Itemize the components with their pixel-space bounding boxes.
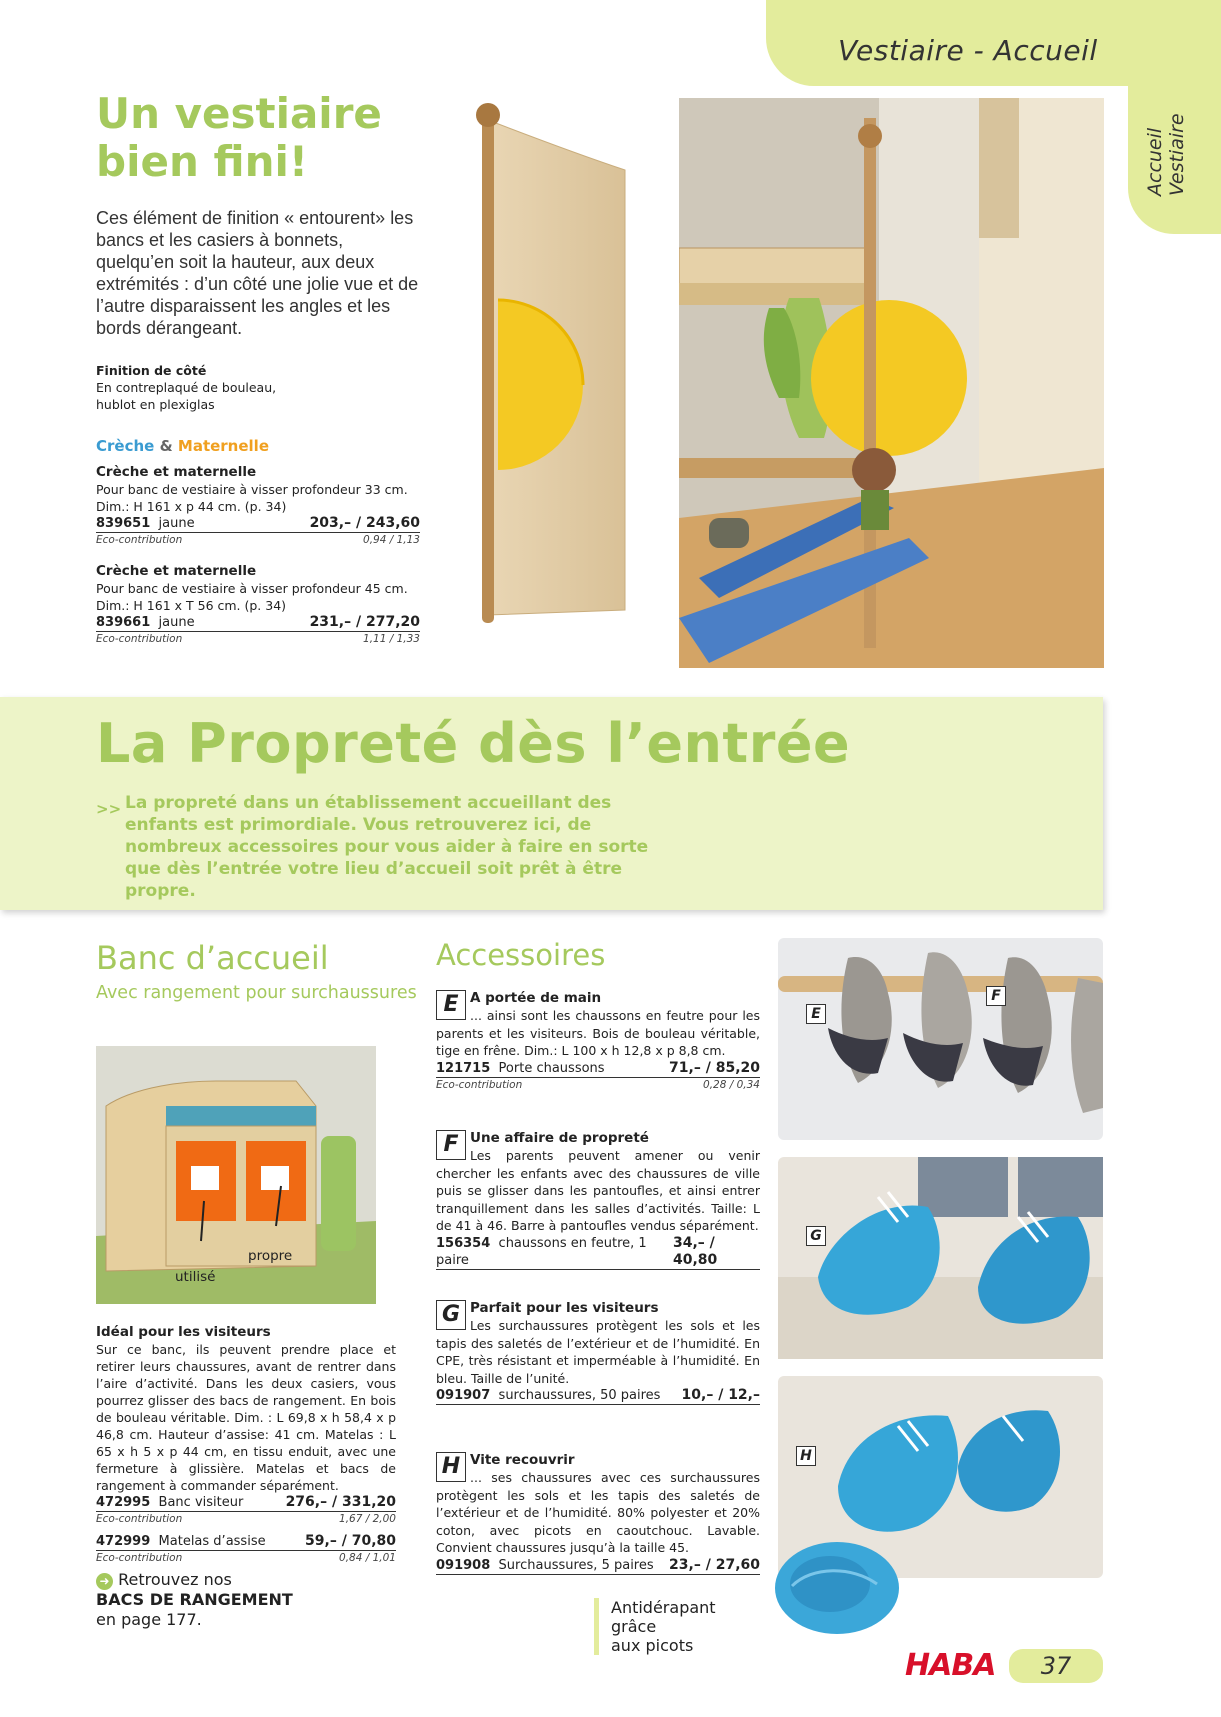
label-clean: propre xyxy=(248,1248,293,1264)
product-839651: Crèche et maternelle Pour banc de vestiaire à visser profondeur 33 cm. Dim.: H 161 x p 44 cm. (p. 34) 839651 jaune 203,– / 243,60 Eco-contribution 0,94 / 1,13 xyxy=(96,464,420,546)
band-title: La Propreté dès l’entrée xyxy=(96,712,851,775)
accessory-h: H Vite recouvrir ... ses chaussures avec ces surchaussures protègent les sols et les tapis des saletés de l’extérieur et de l’humidité. 80% polyester et 20% coton, avec picots en caoutchouc. Lavable. Convient chaussures jusqu’à la taille 45. 091908 Surchaussures, 5 paires 23,– / 27,60 xyxy=(436,1452,760,1573)
band-lead: La propreté dans un établissement accueillant des enfants est primordiale. Vous retrouverez ici, de nombreux accessoires pour vous aider à faire en sorte que dès l’entrée votre lieu d’accueil soit prêt à être propre. xyxy=(125,793,649,901)
eco-row: Eco-contribution 1,11 / 1,33 xyxy=(96,633,420,645)
price-row: 091908 Surchaussures, 5 paires 23,– / 27,60 xyxy=(436,1556,760,1573)
price-row: 121715 Porte chaussons 71,– / 85,20 xyxy=(436,1059,760,1076)
bench-title: Banc d’accueil xyxy=(96,939,329,977)
eco-row: Eco-contribution 1,67 / 2,00 xyxy=(96,1513,396,1525)
top-title: Un vestiaire bien fini! xyxy=(96,89,382,186)
eco-row: Eco-contribution 0,28 / 0,34 xyxy=(436,1078,760,1091)
eco-row: Eco-contribution 0,94 / 1,13 xyxy=(96,534,420,546)
accessory-e: E A portée de main ... ainsi sont les chaussons en feutre pour les parents et les visiteurs. Bois de bouleau véritable, tige en frêne. Dim.: L 100 x h 12,8 x p 8,8 cm. 121715 Porte chaussons 71,– / 85,20 Eco-contribution 0,28 / 0,34 xyxy=(436,990,760,1091)
overshoes-photo-g xyxy=(778,1157,1103,1359)
slipper-rack-photo xyxy=(778,938,1103,1140)
bench-drawing xyxy=(96,1046,376,1304)
bench-subtitle: Avec rangement pour surchaussures xyxy=(96,983,417,1003)
letter-badge: G xyxy=(436,1300,466,1330)
side-tab xyxy=(1128,86,1221,234)
label-used: utilisé xyxy=(175,1269,216,1285)
price-row: 472999 Matelas d’assise 59,– / 70,80 xyxy=(96,1533,396,1549)
side-tab-label-2: Vestiaire xyxy=(1166,113,1188,196)
category-heading: Crèche & Maternelle xyxy=(96,437,269,455)
price-row: 091907 surchaussures, 50 paires 10,– / 12,– xyxy=(436,1387,760,1403)
image-label-e: E xyxy=(806,1004,826,1024)
proprete-band xyxy=(0,697,1103,910)
accessory-g: G Parfait pour les visiteurs Les surchaussures protègent les sols et les tapis des saletés de l’extérieur et de l’humidité. En CPE, très résistant et imperméable à l’humidité. En bleu. Taille de l’unité. 091907 surchaussures, 50 paires 10,– / 12,– xyxy=(436,1300,760,1403)
price-row: 472995 Banc visiteur 276,– / 331,20 xyxy=(96,1494,396,1510)
section-title: Vestiaire - Accueil xyxy=(838,34,1098,67)
page-number: 37 xyxy=(1009,1649,1103,1683)
price-row: 839661 jaune 231,– / 277,20 xyxy=(96,614,420,630)
bench-photo xyxy=(96,1046,376,1304)
accessories-title: Accessoires xyxy=(436,938,606,972)
letter-badge: H xyxy=(436,1452,466,1482)
image-label-g: G xyxy=(806,1226,826,1246)
nonslip-note: Antidérapant grâce aux picots xyxy=(594,1598,764,1655)
arrow-right-icon: ➜ xyxy=(96,1573,113,1590)
letter-badge: E xyxy=(436,990,466,1020)
bench-desc-block: Idéal pour les visiteurs Sur ce banc, ils peuvent prendre place et retirer leurs chaussures, avant de rentrer dans l’aire d’activité. Dans les deux casiers, vous pourrez glisser des bacs de rangement. En bois de bouleau véritable. Dim. : L 69,8 x h 58,4 x p 46,8 cm. Hauteur d’assise: 41 cm. Matelas : L 65 x h 5 x p 44 cm, en tissu enduit, avec une fermeture à glissière. Matelas et bacs de rangement à commander séparément. 472995 Banc visiteur 276,– / 331,20 Eco-contribution 1,67 / 2,00 472999 Matelas d’assise 59,– / 70,80 Eco-contribution 0,84 / 1,01 xyxy=(96,1324,396,1564)
haba-logo: HABA xyxy=(905,1648,996,1683)
top-intro: Ces élément de finition « entourent» les bancs et les casiers à bonnets, quelqu’en soit la hauteur, aux deux extrémités : d’un côté une jolie vue et de l’autre disparaissent les angles et les bords dérangeant. xyxy=(96,208,419,338)
section-tab xyxy=(766,0,1221,86)
chevron-icon: >> xyxy=(96,800,122,818)
accessory-f: F Une affaire de propreté Les parents peuvent amener ou venir chercher les enfants avec des chaussures de ville puis se glisser dans les pantoufles, et ainsi entrer tranquillement dans les salles d’activités. Taille: L de 41 à 46. Barre à pantoufles vendus séparément. 156354 chaussons en feutre, 1 paire 34,– / 40,80 xyxy=(436,1130,760,1268)
side-panel-image xyxy=(470,100,640,625)
letter-badge: F xyxy=(436,1130,466,1160)
overshoe-detail-photo xyxy=(772,1536,902,1636)
eco-row: Eco-contribution 0,84 / 1,01 xyxy=(96,1552,396,1564)
price-row: 839651 jaune 203,– / 243,60 xyxy=(96,515,420,531)
spec-block: Finition de côté En contreplaqué de bouleau, hublot en plexiglas xyxy=(96,363,277,412)
side-tab-label-1: Accueil xyxy=(1144,127,1166,196)
image-label-f: F xyxy=(986,986,1006,1006)
product-839661: Crèche et maternelle Pour banc de vestiaire à visser profondeur 45 cm. Dim.: H 161 x T 56 cm. (p. 34) 839661 jaune 231,– / 277,20 Eco-contribution 1,11 / 1,33 xyxy=(96,563,420,645)
cloakroom-photo xyxy=(679,98,1104,668)
see-also-link[interactable]: ➜ Retrouvez nos BACS DE RANGEMENT en page 177. xyxy=(96,1570,293,1629)
image-label-h: H xyxy=(796,1446,816,1466)
price-row: 156354 chaussons en feutre, 1 paire 34,– / 40,80 xyxy=(436,1235,760,1270)
